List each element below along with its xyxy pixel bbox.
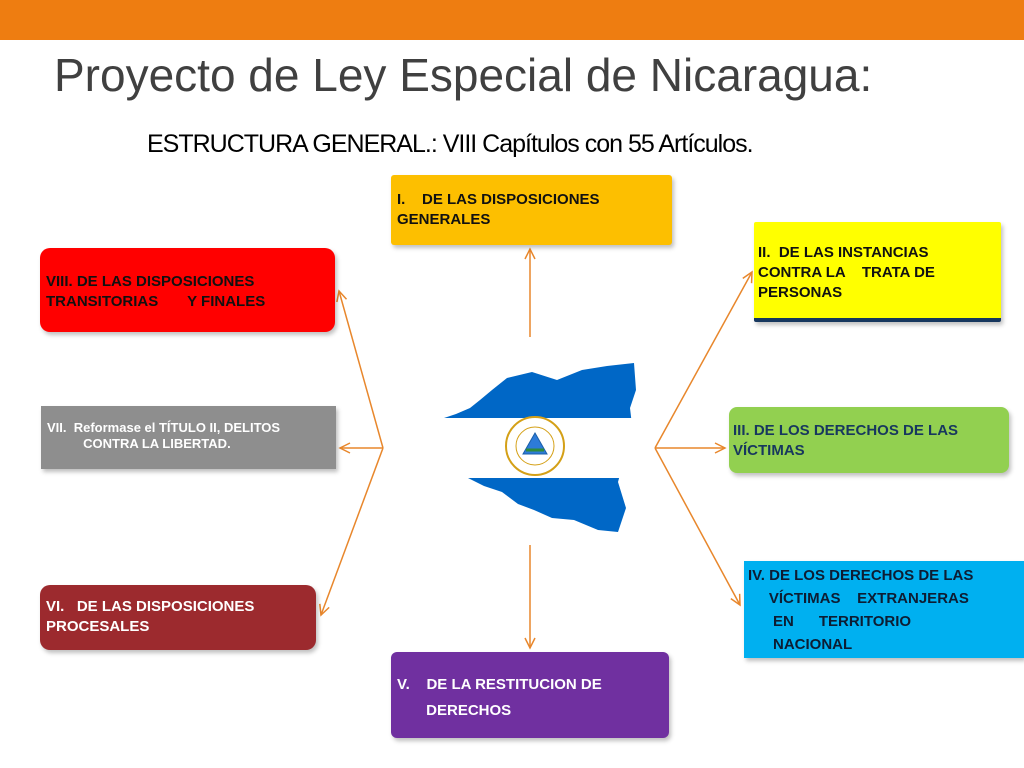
chapter-3-box <box>729 407 1009 473</box>
chapter-3-line: VÍCTIMAS <box>733 442 805 459</box>
slide-subtitle: ESTRUCTURA GENERAL.: VIII Capítulos con 55 Artículos. <box>147 130 753 158</box>
chapter-4-line: NACIONAL <box>748 636 853 653</box>
chapter-1-line: GENERALES <box>397 211 491 228</box>
chapter-8-box <box>40 248 335 332</box>
chapter-2-line: PERSONAS <box>758 284 843 301</box>
chapter-6-line: VI. DE LAS DISPOSICIONES <box>46 598 255 615</box>
slide-title: Proyecto de Ley Especial de Nicaragua: <box>54 49 873 101</box>
chapter-4-line: VÍCTIMAS EXTRANJERAS <box>748 590 969 607</box>
chapter-4-box <box>744 561 1024 658</box>
arrow-to-chapter-8 <box>339 291 383 448</box>
chapter-6-box <box>40 585 316 650</box>
chapter-7-box <box>41 406 336 469</box>
chapter-4-line: IV. DE LOS DERECHOS DE LAS <box>748 567 974 584</box>
arrow-to-chapter-4 <box>655 448 740 605</box>
chapter-4-line: EN TERRITORIO <box>748 613 912 630</box>
chapter-3-line: III. DE LOS DERECHOS DE LAS <box>733 422 959 439</box>
chapter-2-box <box>754 222 1001 322</box>
chapter-6-line: PROCESALES <box>46 618 150 635</box>
nicaragua-map-icon <box>392 360 642 540</box>
chapter-7-line: CONTRA LA LIBERTAD. <box>47 436 231 451</box>
chapter-8-line: TRANSITORIAS Y FINALES <box>46 293 266 310</box>
chapter-7-line: VII. Reformase el TÍTULO II, DELITOS <box>47 420 281 435</box>
chapter-2-line: II. DE LAS INSTANCIAS <box>758 244 929 261</box>
chapter-1-box <box>391 175 672 245</box>
chapter-2-line: CONTRA LA TRATA DE <box>758 264 935 281</box>
chapter-5-box <box>391 652 669 738</box>
arrow-to-chapter-6 <box>321 448 383 615</box>
chapter-5-line: DERECHOS <box>397 702 512 719</box>
chapter-5-line: V. DE LA RESTITUCION DE <box>397 676 602 693</box>
chapter-8-line: VIII. DE LAS DISPOSICIONES <box>46 273 255 290</box>
chapter-1-line: I. DE LAS DISPOSICIONES <box>397 191 600 208</box>
